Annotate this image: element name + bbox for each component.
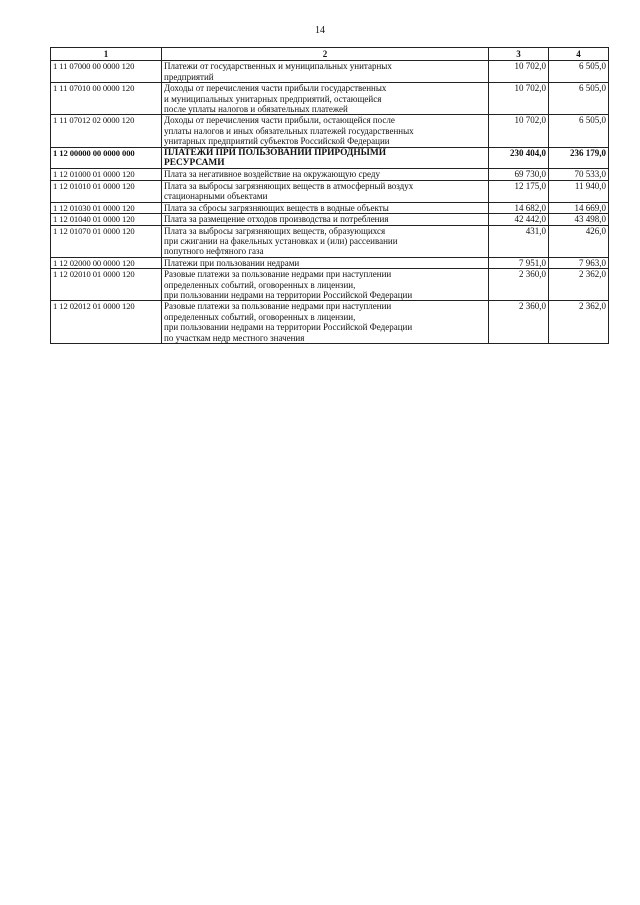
description-line: Плата за размещение отходов производства и потребления bbox=[164, 214, 389, 225]
description-line: по участкам недр местного значения bbox=[164, 332, 305, 343]
description-line: Разовые платежи за пользование недрами при наступлении bbox=[164, 301, 392, 312]
budget-code-cell: 1 12 02012 01 0000 120 bbox=[51, 301, 162, 344]
column-header-2: 2 bbox=[162, 48, 489, 61]
budget-code-cell: 1 12 01070 01 0000 120 bbox=[51, 225, 162, 257]
description-line: ПЛАТЕЖИ ПРИ ПОЛЬЗОВАНИИ ПРИРОДНЫМИ bbox=[164, 147, 387, 158]
table-row bbox=[51, 257, 609, 268]
amount-col4-cell: 2 362,0 bbox=[549, 301, 609, 344]
description-line: Плата за сбросы загрязняющих веществ в водные объекты bbox=[164, 202, 389, 213]
description-cell bbox=[162, 269, 489, 301]
table-row bbox=[51, 169, 609, 180]
amount-col4-cell: 6 505,0 bbox=[549, 83, 609, 115]
budget-code-cell: 1 12 01030 01 0000 120 bbox=[51, 202, 162, 213]
description-line: Доходы от перечисления части прибыли государственных bbox=[164, 83, 387, 94]
amount-col4-cell: 426,0 bbox=[549, 225, 609, 257]
description-line: и муниципальных унитарных предприятий, остающейся bbox=[164, 93, 382, 104]
description-line: Платежи от государственных и муниципальных унитарных bbox=[164, 61, 392, 72]
amount-col4-cell: 70 533,0 bbox=[549, 169, 609, 180]
description-cell bbox=[162, 83, 489, 115]
table-row bbox=[51, 115, 609, 147]
description-line: при сжигании на факельных установках и (или) рассеивании bbox=[164, 235, 398, 246]
revenue-table bbox=[50, 47, 609, 344]
description-cell bbox=[162, 147, 489, 169]
budget-code-cell: 1 12 01000 01 0000 120 bbox=[51, 169, 162, 180]
description-cell bbox=[162, 61, 489, 83]
table-row bbox=[51, 269, 609, 301]
page-number: 14 bbox=[315, 25, 325, 36]
description-cell bbox=[162, 225, 489, 257]
amount-col3-cell: 42 442,0 bbox=[489, 214, 549, 225]
budget-code-cell: 1 12 01040 01 0000 120 bbox=[51, 214, 162, 225]
table-body bbox=[51, 61, 609, 344]
amount-col3-cell: 10 702,0 bbox=[489, 61, 549, 83]
description-cell bbox=[162, 301, 489, 344]
description-line: стационарными объектами bbox=[164, 191, 268, 202]
amount-col4-cell: 236 179,0 bbox=[549, 147, 609, 169]
table-row bbox=[51, 225, 609, 257]
column-header-3: 3 bbox=[489, 48, 549, 61]
header-row bbox=[51, 48, 609, 61]
description-line: Платежи при пользовании недрами bbox=[164, 257, 300, 268]
description-line: определенных событий, оговоренных в лицензии, bbox=[164, 311, 356, 322]
amount-col4-cell: 6 505,0 bbox=[549, 61, 609, 83]
description-cell bbox=[162, 202, 489, 213]
description-cell bbox=[162, 115, 489, 147]
description-line: попутного нефтяного газа bbox=[164, 246, 264, 257]
amount-col3-cell: 230 404,0 bbox=[489, 147, 549, 169]
description-line: Плата за негативное воздействие на окружающую среду bbox=[164, 169, 380, 180]
table-row bbox=[51, 61, 609, 83]
description-cell bbox=[162, 214, 489, 225]
table-row bbox=[51, 301, 609, 344]
budget-code-cell: 1 12 02000 00 0000 120 bbox=[51, 257, 162, 268]
amount-col3-cell: 431,0 bbox=[489, 225, 549, 257]
budget-code-cell: 1 12 00000 00 0000 000 bbox=[51, 147, 162, 169]
description-line: Разовые платежи за пользование недрами при наступлении bbox=[164, 269, 392, 280]
amount-col4-cell: 2 362,0 bbox=[549, 269, 609, 301]
amount-col4-cell: 14 669,0 bbox=[549, 202, 609, 213]
amount-col3-cell: 7 951,0 bbox=[489, 257, 549, 268]
budget-code-cell: 1 11 07000 00 0000 120 bbox=[51, 61, 162, 83]
description-line: унитарных предприятий субъектов Российской Федерации bbox=[164, 136, 390, 147]
budget-code-cell: 1 12 02010 01 0000 120 bbox=[51, 269, 162, 301]
description-line: Доходы от перечисления части прибыли, остающейся после bbox=[164, 115, 395, 126]
amount-col4-cell: 11 940,0 bbox=[549, 180, 609, 202]
budget-code-cell: 1 12 01010 01 0000 120 bbox=[51, 180, 162, 202]
table-header bbox=[51, 48, 609, 61]
amount-col4-cell: 6 505,0 bbox=[549, 115, 609, 147]
amount-col4-cell: 43 498,0 bbox=[549, 214, 609, 225]
description-line: уплаты налогов и иных обязательных платежей государственных bbox=[164, 125, 414, 136]
amount-col3-cell: 12 175,0 bbox=[489, 180, 549, 202]
table-row bbox=[51, 147, 609, 169]
amount-col3-cell: 14 682,0 bbox=[489, 202, 549, 213]
description-line: определенных событий, оговоренных в лицензии, bbox=[164, 279, 356, 290]
description-cell bbox=[162, 257, 489, 268]
description-cell bbox=[162, 169, 489, 180]
table-row bbox=[51, 180, 609, 202]
table-row bbox=[51, 202, 609, 213]
amount-col3-cell: 2 360,0 bbox=[489, 269, 549, 301]
table-row bbox=[51, 83, 609, 115]
amount-col3-cell: 10 702,0 bbox=[489, 83, 549, 115]
description-cell bbox=[162, 180, 489, 202]
amount-col4-cell: 7 963,0 bbox=[549, 257, 609, 268]
description-line: при пользовании недрами на территории Российской Федерации bbox=[164, 289, 413, 300]
column-header-1: 1 bbox=[51, 48, 162, 61]
description-line: РЕСУРСАМИ bbox=[164, 158, 225, 169]
amount-col3-cell: 69 730,0 bbox=[489, 169, 549, 180]
description-line: при пользовании недрами на территории Российской Федерации bbox=[164, 322, 413, 333]
column-header-4: 4 bbox=[549, 48, 609, 61]
description-line: после уплаты налогов и обязательных платежей bbox=[164, 104, 348, 115]
amount-col3-cell: 10 702,0 bbox=[489, 115, 549, 147]
budget-code-cell: 1 11 07010 00 0000 120 bbox=[51, 83, 162, 115]
table-row bbox=[51, 214, 609, 225]
description-line: Плата за выбросы загрязняющих веществ в атмосферный воздух bbox=[164, 180, 414, 191]
amount-col3-cell: 2 360,0 bbox=[489, 301, 549, 344]
description-line: предприятий bbox=[164, 71, 214, 82]
budget-code-cell: 1 11 07012 02 0000 120 bbox=[51, 115, 162, 147]
description-line: Плата за выбросы загрязняющих веществ, образующихся bbox=[164, 225, 386, 236]
